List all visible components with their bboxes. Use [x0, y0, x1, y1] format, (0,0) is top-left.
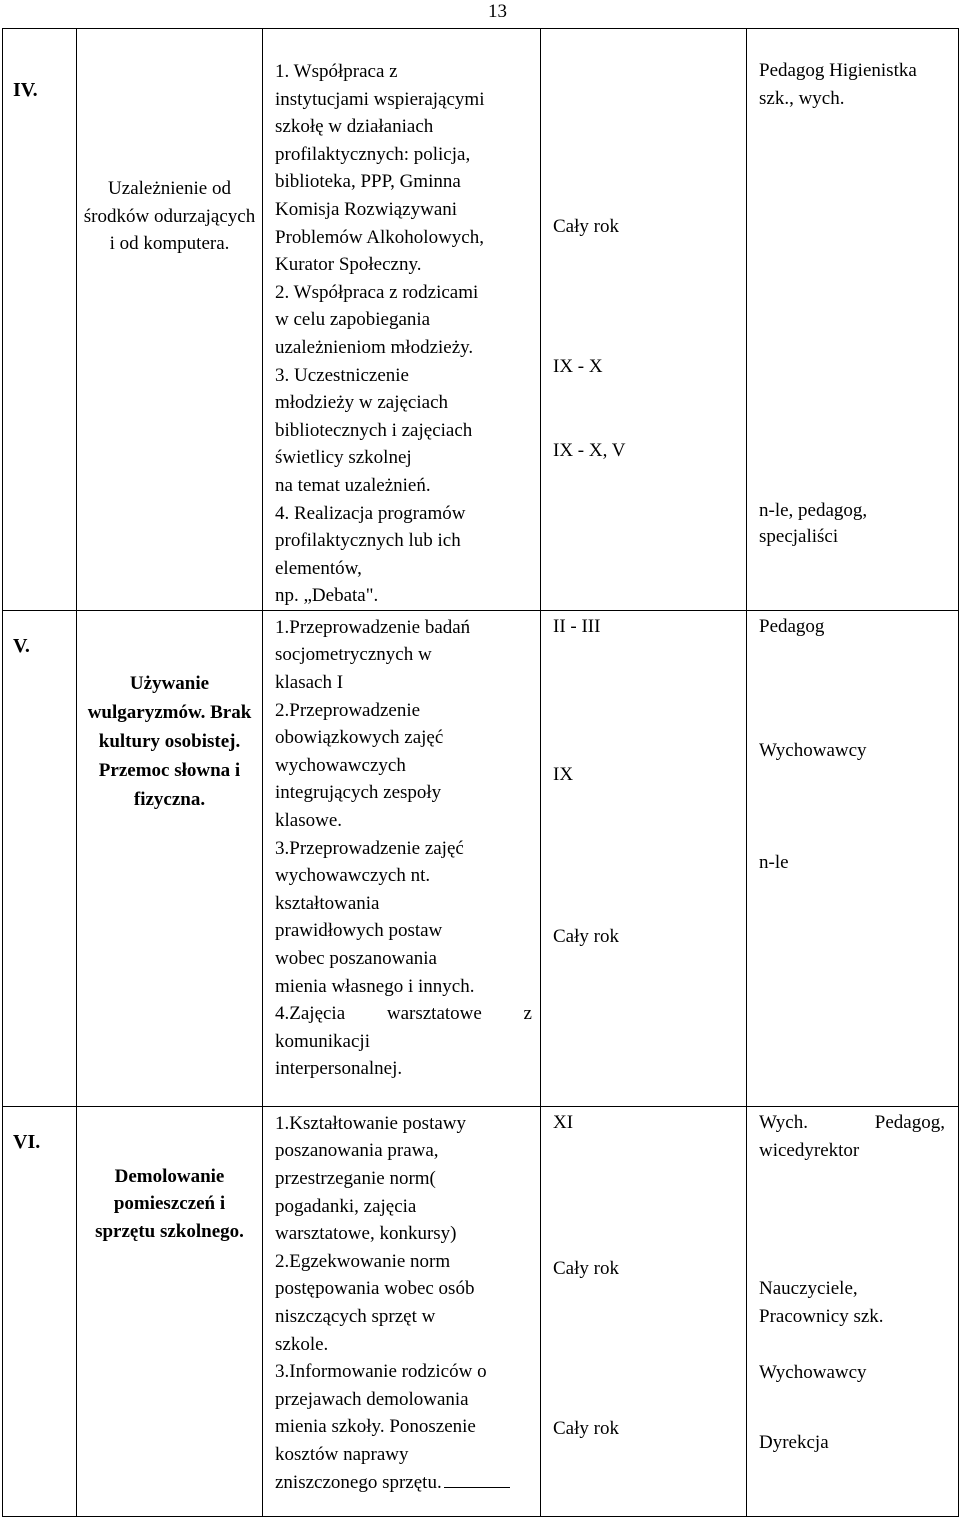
action-line: poszanowania prawa,: [275, 1140, 439, 1162]
action-line: w celu zapobiegania: [275, 309, 431, 331]
problem-text: Uzależnienie od środków odurzających i od komputera.: [83, 178, 256, 255]
action-line: szkołę w działaniach: [275, 116, 434, 138]
action-line: kosztów naprawy: [275, 1444, 409, 1465]
table-row: [3, 1106, 959, 1516]
action-line: integrujących zespoły: [275, 782, 442, 804]
actions-cell: [263, 610, 541, 1106]
responsible-text: Dyrekcja: [759, 1431, 829, 1453]
action-line: socjometrycznych w: [275, 644, 432, 666]
responsible-text: Pracownicy szk.: [759, 1305, 884, 1327]
action-line: szkole.: [275, 1333, 329, 1355]
term-text: Cały rok: [553, 216, 619, 237]
problem-cell: [77, 610, 263, 1106]
action-line: świetlicy szkolnej: [275, 447, 412, 469]
action-line: 3. Uczestniczenie: [275, 364, 409, 386]
term-text: Cały rok: [553, 925, 619, 947]
action-line: 4. Realizacja programów: [275, 502, 466, 524]
responsible-text: n-le, pedagog,: [759, 500, 868, 521]
responsible-cell: [747, 610, 959, 1106]
problem-cell: [77, 29, 263, 611]
responsible-cell: [747, 1106, 959, 1516]
term-text: XI: [553, 1111, 574, 1133]
responsible-text: Wychowawcy: [759, 739, 867, 761]
actions-cell: [263, 1106, 541, 1516]
action-line: Kurator Społeczny.: [275, 254, 422, 276]
action-line-text: zniszczonego sprzętu.: [275, 1471, 442, 1493]
action-line: wychowawczych: [275, 754, 406, 776]
action-line: klasowe.: [275, 810, 343, 832]
problem-cell: [77, 1106, 263, 1516]
action-line: uzależnieniom młodzieży.: [275, 336, 474, 358]
problem-text: Używanie wulgaryzmów. Brak kultury osobistej. Przemoc słowna i fizyczna.: [87, 672, 252, 810]
action-line: postępowania wobec osób: [275, 1278, 475, 1300]
actions-cell: [263, 29, 541, 611]
action-line: klasach I: [275, 672, 344, 694]
action-line: mienia szkoły. Ponoszenie: [275, 1416, 476, 1438]
action-line: np. „Debata".: [275, 585, 379, 607]
prevention-plan-table: [2, 28, 959, 1517]
row-number-cell: [3, 1106, 77, 1516]
action-line: kształtowania: [275, 892, 380, 914]
action-line: prawidłowych postaw: [275, 920, 443, 942]
row-number-cell: [3, 610, 77, 1106]
responsible-text: Wychowawcy: [759, 1361, 867, 1383]
action-line: komunikacji: [275, 1030, 370, 1052]
action-line: elementów,: [275, 557, 362, 579]
action-line: wychowawczych nt.: [275, 865, 431, 887]
action-line: 2. Współpraca z rodzicami: [275, 281, 479, 303]
action-line-last: [275, 1469, 532, 1497]
responsible-text: Pedagog: [759, 615, 825, 637]
responsible-text: Pedagog Higienistka: [759, 60, 917, 81]
row-number-cell: [3, 29, 77, 611]
responsible-text: Wych. Pedagog,: [759, 1111, 945, 1133]
term-text: IX - X, V: [553, 440, 626, 461]
action-line: interpersonalnej.: [275, 1058, 403, 1080]
row-number: VI.: [13, 1130, 41, 1153]
action-line: warsztatowe, konkursy): [275, 1223, 457, 1245]
term-text: IX: [553, 763, 574, 785]
action-line: Problemów Alkoholowych,: [275, 226, 484, 248]
action-line: 1.Kształtowanie postawy: [275, 1112, 467, 1134]
term-text: Cały rok: [553, 1257, 619, 1279]
action-line: 4.Zajęcia warsztatowe z: [275, 1003, 532, 1025]
problem-text: Demolowanie pomieszczeń i sprzętu szkolnego.: [95, 1165, 244, 1243]
action-line: młodzieży w zajęciach: [275, 392, 449, 414]
term-text: Cały rok: [553, 1417, 619, 1439]
action-line: 3.Przeprowadzenie zajęć: [275, 837, 464, 859]
responsible-text: szk., wych.: [759, 88, 845, 109]
table-row: [3, 29, 959, 611]
action-line: Komisja Rozwiązywani: [275, 198, 458, 220]
action-line: obowiązkowych zajęć: [275, 727, 444, 749]
action-line: 2.Egzekwowanie norm: [275, 1250, 451, 1272]
table-row: [3, 610, 959, 1106]
action-line: niszczących sprzęt w: [275, 1306, 436, 1328]
responsible-cell: [747, 29, 959, 611]
row-number: IV.: [13, 79, 38, 101]
action-line: pogadanki, zajęcia: [275, 1195, 417, 1217]
term-text: IX - X: [553, 356, 603, 377]
row-number: V.: [13, 634, 30, 657]
action-line: wobec poszanowania: [275, 948, 437, 969]
action-line: przestrzeganie norm(: [275, 1168, 436, 1190]
responsible-text: specjaliści: [759, 526, 839, 547]
term-cell: [541, 1106, 747, 1516]
action-line: profilaktycznych lub ich: [275, 530, 461, 552]
term-cell: [541, 29, 747, 611]
action-line: bibliotecznych i zajęciach: [275, 419, 473, 441]
action-line: profilaktycznych: policja,: [275, 143, 471, 165]
action-line: 1.Przeprowadzenie badań: [275, 616, 471, 638]
action-line: 1. Współpraca z: [275, 61, 398, 82]
underline-rule: [444, 1469, 510, 1488]
action-line: biblioteka, PPP, Gminna: [275, 171, 461, 193]
term-text: II - III: [553, 615, 601, 637]
term-cell: [541, 610, 747, 1106]
action-line: przejawach demolowania: [275, 1388, 469, 1410]
responsible-text: Nauczyciele,: [759, 1277, 858, 1299]
action-line: na temat uzależnień.: [275, 474, 431, 496]
action-line: 2.Przeprowadzenie: [275, 699, 421, 721]
page-number: 13: [488, 1, 507, 22]
responsible-text: wicedyrektor: [759, 1139, 860, 1161]
action-line: instytucjami wspierającymi: [275, 88, 485, 110]
action-line: mienia własnego i innych.: [275, 975, 475, 997]
responsible-text: n-le: [759, 851, 789, 873]
action-line: 3.Informowanie rodziców o: [275, 1361, 487, 1383]
